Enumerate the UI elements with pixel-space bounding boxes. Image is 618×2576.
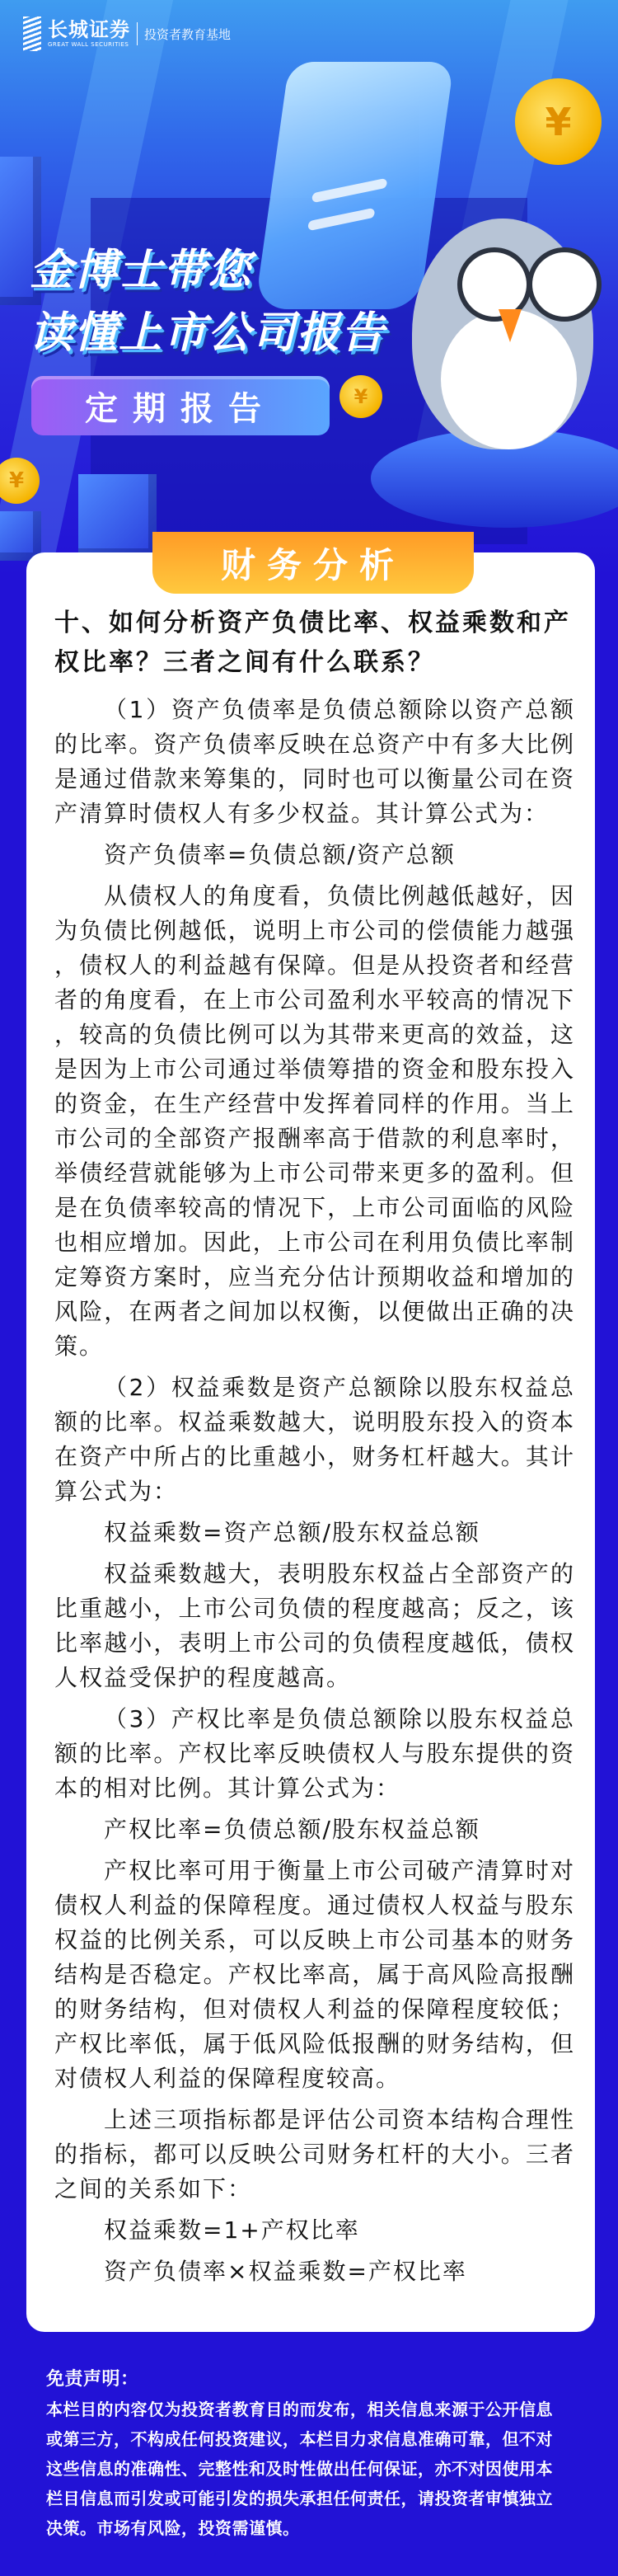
paragraph: （3）产权比率是负债总额除以股东权益总额的比率。产权比率反映债权人与股东提供的资本的相对比例。其计算公式为： xyxy=(54,1705,575,1802)
logo-en: GREAT WALL SECURITIES xyxy=(48,41,129,48)
logo-subtitle: 投资者教育基地 xyxy=(144,26,232,42)
disclaimer xyxy=(46,2365,565,2543)
brand-logo xyxy=(23,16,231,51)
paragraph: 上述三项指标都是评估公司资本结构合理性的指标，都可以反映公司财务杠杆的大小。三者之间的关系如下： xyxy=(54,2106,575,2202)
formula: 权益乘数=资产总额/股东权益总额 xyxy=(104,1519,480,1546)
coin-icon xyxy=(515,78,602,165)
formula: 资产负债率=负债总额/资产总额 xyxy=(104,841,456,868)
formula: 权益乘数=1+产权比率 xyxy=(104,2216,360,2244)
great-wall-logo-icon xyxy=(23,16,41,51)
scroll-line xyxy=(308,208,375,231)
disclaimer-body: 本栏目的内容仅为投资者教育目的而发布，相关信息来源于公开信息或第三方，不构成任何投资建议，本栏目力求信息准确可靠，但不对这些信息的准确性、完整性和及时性做出任何保证，亦不对因使用本栏目信息而引发或可能引发的损失承担任何责任，请投资者审慎独立决策。市场有风险，投资需谨慎。 xyxy=(46,2400,553,2538)
hero-title-line1: 金博士带您 xyxy=(30,246,253,295)
disclaimer-heading: 免责声明： xyxy=(46,2369,139,2390)
series-label: 定期报告 xyxy=(31,376,330,435)
coin-symbol: ¥ xyxy=(545,99,572,144)
logo-cn: 长城证券 xyxy=(48,17,130,41)
main-section xyxy=(26,544,595,2576)
paragraph: （2）权益乘数是资产总额除以股东权益总额的比率。权益乘数越大，说明股东投入的资本在资产中所占的比重越小，财务杠杆越大。其计算公式为： xyxy=(54,1374,575,1505)
owl-mascot xyxy=(396,219,602,458)
formula: 产权比率=负债总额/股东权益总额 xyxy=(104,1816,480,1843)
coin-symbol: ¥ xyxy=(8,468,25,493)
article-content xyxy=(54,604,575,2289)
formula: 资产负债率×权益乘数=产权比率 xyxy=(104,2258,467,2285)
paragraph: 从债权人的角度看，负债比例越低越好，因为负债比例越低，说明上市公司的偿债能力越强，债权人的利益越有保障。但是从投资者和经营者的角度看，在上市公司盈利水平较高的情况下，较高的负债比例可以为其带来更高的效益，这是因为上市公司通过举债筹措的资金和股东投入的资金，在生产经营中发挥着同样的作用。当上市公司的全部资产报酬率高于借款的利息率时，举债经营就能够为上市公司带来更多的盈利。但是在负债率较高的情况下，上市公司面临的风险也相应增加。因此，上市公司在利用负债比率制定筹资方案时，应当充分估计预期收益和增加的风险，在两者之间加以权衡，以便做出正确的决策。 xyxy=(54,882,575,1360)
owl-beak xyxy=(499,309,522,342)
paragraph: （1）资产负债率是负债总额除以资产总额的比率。资产负债率反映在总资产中有多大比例是通过借款来筹集的，同时也可以衡量公司在资产清算时债权人有多少权益。其计算公式为： xyxy=(54,696,575,827)
coin-icon xyxy=(339,375,382,418)
hero-title-line2: 读懂上市公司报告 xyxy=(30,308,386,358)
hero-banner xyxy=(0,0,618,577)
article-card xyxy=(26,544,595,2332)
coin-symbol: ¥ xyxy=(353,385,368,408)
section-tab: 财务分析 xyxy=(152,532,474,594)
paragraph: 权益乘数越大，表明股东权益占全部资产的比重越小，上市公司负债的程度越高；反之，该比率越小，表明上市公司的负债程度越低，债权人权益受保护的程度越高。 xyxy=(54,1560,575,1691)
article-body xyxy=(54,693,575,2289)
logo-divider xyxy=(137,22,138,45)
scroll-line xyxy=(311,178,387,203)
cube-decoration xyxy=(78,474,157,557)
paragraph: 产权比率可用于衡量上市公司破产清算时对债权人利益的保障程度。通过债权人权益与股东权益的比例关系，可以反映上市公司基本的财务结构是否稳定。产权比率高，属于高风险高报酬的财务结构，但对债权人利益的保障程度较低；产权比率低，属于低风险低报酬的财务结构，但对债权人利益的保障程度较高。 xyxy=(54,1857,575,2092)
article-title: 十、如何分析资产负债比率、权益乘数和产权比率？三者之间有什么联系？ xyxy=(54,609,571,677)
owl-eye xyxy=(527,247,602,322)
